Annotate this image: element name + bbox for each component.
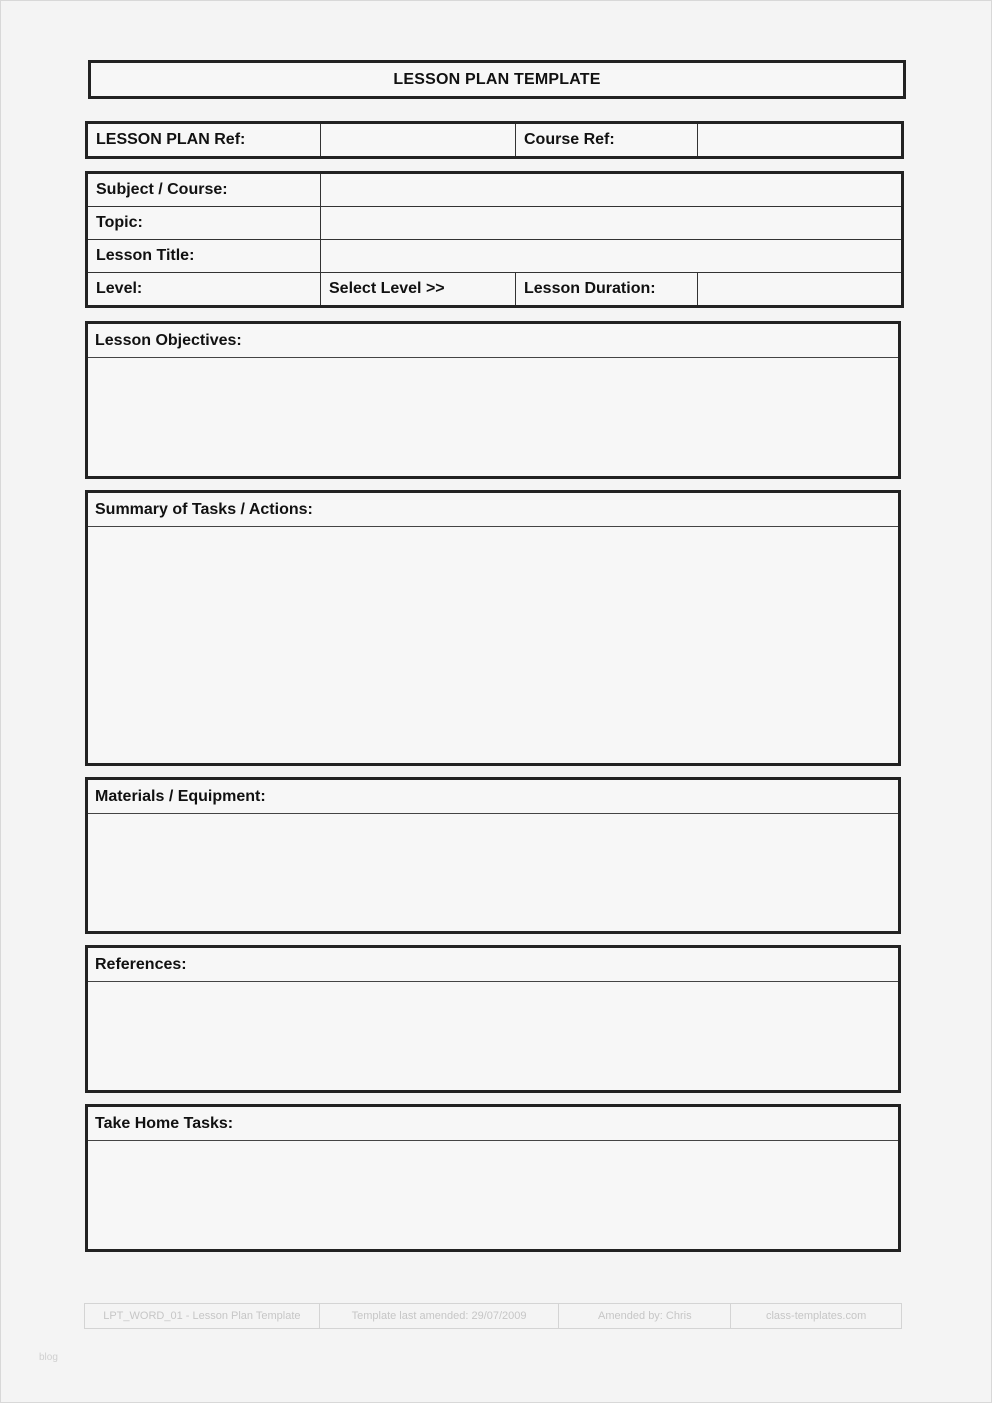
- reference-table: [85, 121, 904, 159]
- topic-label: Topic:: [87, 207, 321, 240]
- level-select[interactable]: Select Level >>: [321, 273, 516, 307]
- objectives-heading: Lesson Objectives:: [88, 324, 898, 358]
- summary-heading: Summary of Tasks / Actions:: [88, 493, 898, 527]
- document-title: LESSON PLAN TEMPLATE: [88, 60, 906, 99]
- lesson-duration-label: Lesson Duration:: [516, 273, 698, 307]
- subject-field[interactable]: [321, 173, 903, 207]
- topic-field[interactable]: [321, 207, 903, 240]
- footer-amended-by: Amended by: Chris: [559, 1304, 731, 1328]
- level-label: Level:: [87, 273, 321, 307]
- summary-field[interactable]: [88, 527, 898, 763]
- take-home-heading: Take Home Tasks:: [88, 1107, 898, 1141]
- lesson-plan-ref-field[interactable]: [321, 123, 516, 158]
- references-section: [85, 945, 901, 1093]
- details-table: [85, 171, 904, 308]
- lesson-title-label: Lesson Title:: [87, 240, 321, 273]
- take-home-field[interactable]: [88, 1141, 898, 1249]
- footer-amended-date: Template last amended: 29/07/2009: [320, 1304, 560, 1328]
- materials-field[interactable]: [88, 814, 898, 931]
- lesson-duration-field[interactable]: [698, 273, 903, 307]
- document-footer: [84, 1303, 902, 1329]
- materials-heading: Materials / Equipment:: [88, 780, 898, 814]
- course-ref-field[interactable]: [698, 123, 903, 158]
- subject-label: Subject / Course:: [87, 173, 321, 207]
- footer-site: class-templates.com: [765, 1310, 867, 1322]
- course-ref-label: Course Ref:: [516, 123, 698, 158]
- references-heading: References:: [88, 948, 898, 982]
- objectives-field[interactable]: [88, 358, 898, 476]
- references-field[interactable]: [88, 982, 898, 1090]
- watermark-text: blog: [39, 1352, 58, 1363]
- materials-section: [85, 777, 901, 934]
- lesson-plan-ref-label: LESSON PLAN Ref:: [87, 123, 321, 158]
- footer-doc-id: LPT_WORD_01 - Lesson Plan Template: [85, 1304, 320, 1328]
- objectives-section: [85, 321, 901, 479]
- take-home-section: [85, 1104, 901, 1252]
- summary-section: [85, 490, 901, 766]
- lesson-title-field[interactable]: [321, 240, 903, 273]
